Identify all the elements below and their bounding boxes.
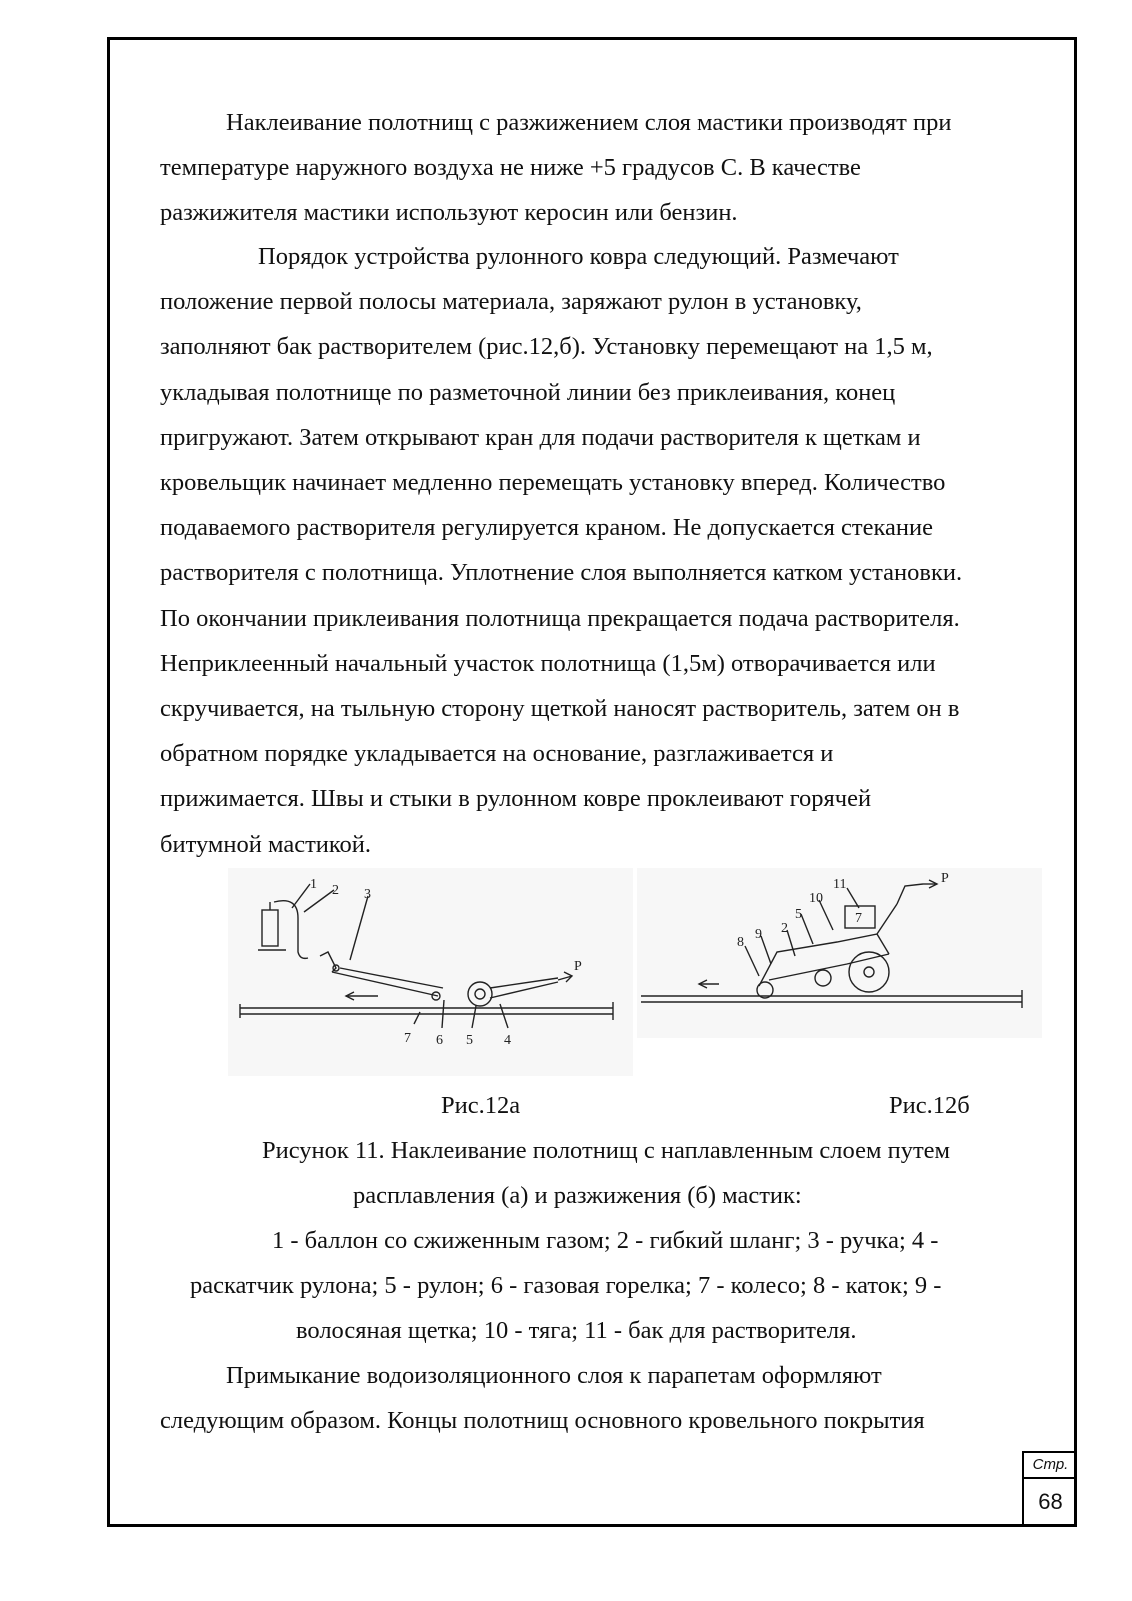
text-line: скручивается, на тыльную сторону щеткой наносят растворитель, затем он в — [160, 695, 960, 723]
callout-label: 5 — [795, 907, 802, 922]
figure-12b-drawing — [637, 868, 1042, 1038]
page-number: 68 — [1038, 1489, 1063, 1514]
text-line: укладывая полотнище по разметочной линии без приклеивания, конец — [160, 378, 896, 406]
callout-label: 6 — [436, 1033, 443, 1048]
figure-12a-label: Рис.12а — [441, 1092, 521, 1119]
page-label: Стр. — [1024, 1453, 1077, 1479]
callout-label: 2 — [332, 883, 339, 898]
callout-label: 2 — [781, 921, 788, 936]
paragraph-1 — [160, 100, 1040, 236]
callout-label: 11 — [833, 877, 847, 892]
paragraph-3-line: следующим образом. Концы полотнищ основного кровельного покрытия — [160, 1407, 925, 1434]
callout-label: 9 — [755, 927, 762, 942]
text-line: Наклеивание полотнищ с разжижением слоя мастики производят при — [226, 109, 952, 136]
text-line: кровельщик начинает медленно перемещать установку вперед. Количество — [160, 469, 946, 497]
text-line: обратном порядке укладывается на основание, разглаживается и — [160, 740, 834, 768]
figure-legend-line: 1 - баллон со сжиженным газом; 2 - гибкий шланг; 3 - ручка; 4 - — [272, 1227, 939, 1254]
callout-label: 10 — [809, 891, 823, 906]
text-line: температуре наружного воздуха не ниже +5 градусов С. В качестве — [160, 154, 861, 182]
figure-caption-title: Рисунок 11. Наклеивание полотнищ с наплавленным слоем путем — [262, 1137, 951, 1164]
figure-12a — [228, 868, 633, 1076]
callout-label: 8 — [737, 935, 744, 950]
text-line: подаваемого растворителя регулируется краном. Не допускается стекание — [160, 514, 933, 542]
callout-label: 3 — [364, 887, 371, 902]
figure-legend-line: раскатчик рулона; 5 - рулон; 6 - газовая горелка; 7 - колесо; 8 - каток; 9 - — [190, 1272, 942, 1299]
text-line: Порядок устройства рулонного ковра следующий. Размечают — [258, 243, 899, 270]
callout-label: 1 — [310, 877, 317, 892]
text-line: заполняют бак растворителем (рис.12,б). Установку перемещают на 1,5 м, — [160, 333, 933, 361]
callout-label: 4 — [504, 1033, 511, 1048]
text-line: пригружают. Затем открывают кран для подачи растворителя к щеткам и — [160, 423, 921, 451]
text-line: прижимается. Швы и стыки в рулонном ковре проклеивают горячей — [160, 785, 872, 813]
callout-label: 5 — [466, 1033, 473, 1048]
page-number-stamp — [1022, 1451, 1077, 1527]
figure-caption-title-cont: расплавления (а) и разжижения (б) мастик: — [353, 1182, 802, 1209]
text-line: растворителя с полотнища. Уплотнение слоя выполняется катком установки. — [160, 559, 963, 587]
paragraph-3-line: Примыкание водоизоляционного слоя к парапетам оформляют — [226, 1362, 882, 1389]
figure-12a-drawing — [228, 868, 633, 1076]
callout-label: P — [574, 959, 582, 974]
figure-12b — [637, 868, 1042, 1038]
paragraph-2 — [160, 234, 1040, 867]
callout-label: P — [941, 871, 949, 886]
text-line: положение первой полосы материала, заряжают рулон в установку, — [160, 288, 862, 316]
text-line: разжижителя мастики используют керосин или бензин. — [160, 199, 738, 227]
callout-label: 7 — [855, 911, 862, 926]
callout-label: 7 — [404, 1031, 411, 1046]
text-line: битумной мастикой. — [160, 830, 372, 858]
text-line: Неприклеенный начальный участок полотнища (1,5м) отворачивается или — [160, 649, 936, 677]
text-line: По окончании приклеивания полотнища прекращается подача растворителя. — [160, 604, 960, 632]
figure-12b-label: Рис.12б — [889, 1092, 970, 1119]
figure-legend-line: волосяная щетка; 10 - тяга; 11 - бак для растворителя. — [296, 1317, 857, 1344]
